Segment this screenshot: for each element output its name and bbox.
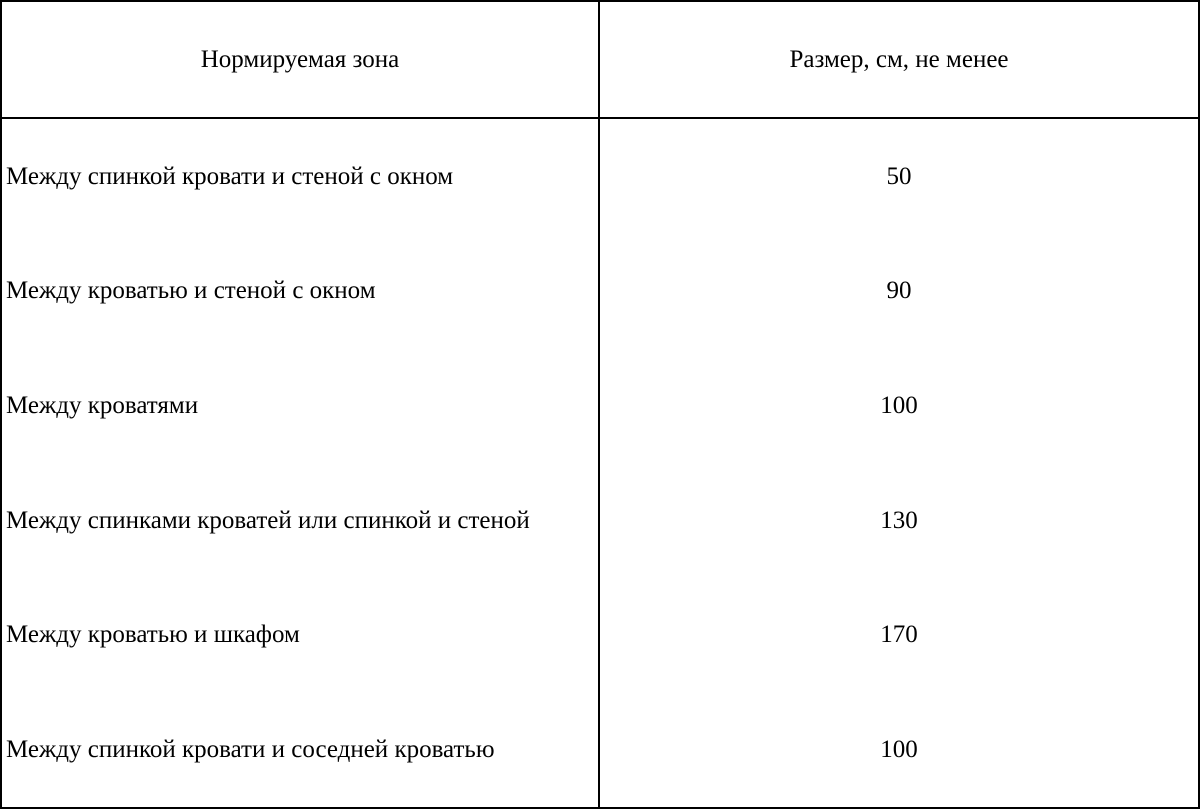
size-cell: 50: [886, 162, 912, 190]
table-row: [2, 348, 1198, 463]
size-cell: 170: [880, 621, 918, 649]
table-row: [2, 578, 1198, 693]
clearance-table-grid: [2, 2, 1198, 807]
size-cell: 100: [880, 392, 918, 420]
table-row: [2, 463, 1198, 578]
zone-cell: Между кроватью и стеной с окном: [2, 234, 599, 349]
table-row: [2, 234, 1198, 349]
size-cell: 100: [880, 736, 918, 764]
zone-cell: Между спинкой кровати и соседней кроватью: [2, 692, 599, 807]
zone-cell: Между кроватями: [2, 348, 599, 463]
zone-cell: Между спинками кроватей или спинкой и стеной: [2, 463, 599, 578]
size-cell: 90: [886, 277, 912, 305]
size-cell: 130: [880, 506, 918, 534]
zone-cell: Между кроватью и шкафом: [2, 578, 599, 693]
header-size: Размер, см, не менее: [599, 2, 1198, 118]
table-header-row: [2, 2, 1198, 118]
table-row: [2, 692, 1198, 807]
zone-cell: Между спинкой кровати и стеной с окном: [2, 118, 599, 234]
table-row: [2, 118, 1198, 234]
header-zone: Нормируемая зона: [2, 2, 599, 118]
